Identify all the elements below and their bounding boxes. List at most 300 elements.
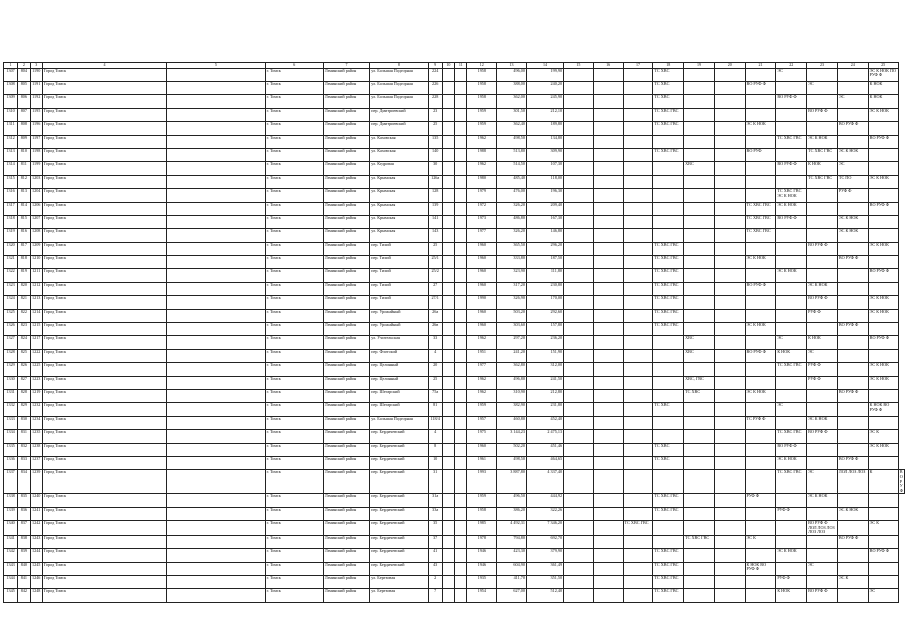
table-cell: ЭС К НОК — [868, 443, 898, 456]
table-cell — [442, 256, 454, 269]
table-cell: 4 — [428, 430, 442, 443]
table-cell: пер. Дмитриевский — [370, 108, 428, 121]
table-cell: ул. Березовая — [370, 576, 428, 589]
table-cell: 292,60 — [526, 309, 563, 322]
table-cell: Город Томск — [42, 242, 166, 255]
table-cell: 317,20 — [497, 282, 527, 295]
table-cell — [623, 456, 653, 469]
table-cell: 143 — [428, 229, 442, 242]
table-cell — [714, 256, 745, 269]
table-cell — [653, 389, 684, 402]
table-cell — [868, 162, 898, 175]
table-cell — [593, 576, 623, 589]
table-cell: 226 — [428, 81, 442, 94]
table-cell — [807, 389, 838, 402]
table-cell: г. Томск — [265, 549, 323, 562]
table-cell: К НОК ВО РУФ Ф — [745, 562, 776, 575]
table-cell — [684, 229, 715, 242]
table-cell — [653, 430, 684, 443]
table-cell — [714, 162, 745, 175]
table-cell — [684, 443, 715, 456]
table-cell: 1959 — [467, 403, 497, 416]
table-cell: 1217 — [30, 336, 42, 349]
table-cell — [684, 68, 715, 81]
table-cell: ТС ХВС ГВС — [776, 135, 807, 148]
table-cell: К НОК — [776, 349, 807, 362]
table-cell — [167, 494, 266, 507]
table-row — [4, 443, 905, 456]
table-cell — [442, 443, 454, 456]
table-cell: ЭС К НОК — [868, 363, 898, 376]
table-cell: ул. Крымская — [370, 202, 428, 215]
table-cell — [807, 68, 838, 81]
table-cell: 25/1 — [428, 256, 442, 269]
table-cell: 310,90 — [497, 389, 527, 402]
table-cell: 301,50 — [497, 108, 527, 121]
table-cell: 157,80 — [526, 323, 563, 336]
table-cell — [745, 309, 776, 322]
table-cell — [623, 256, 653, 269]
table-cell: 823 — [18, 323, 30, 336]
table-cell: 296,20 — [526, 242, 563, 255]
table-cell: Ленинский район — [323, 507, 369, 520]
table-cell — [593, 108, 623, 121]
table-cell: 806 — [18, 95, 30, 108]
table-cell: ул. Крымская — [370, 229, 428, 242]
table-cell: ул. Большая Подгорная — [370, 416, 428, 429]
table-cell: 209,40 — [526, 202, 563, 215]
table-cell: 20 — [428, 363, 442, 376]
table-cell: Ленинский район — [323, 189, 369, 202]
table-cell: 111,80 — [526, 269, 563, 282]
table-cell — [167, 389, 266, 402]
table-cell — [442, 430, 454, 443]
table-cell: 1190 — [30, 68, 42, 81]
table-cell — [593, 389, 623, 402]
table-cell: 1959 — [467, 494, 497, 507]
table-cell: ЭС К НОК — [837, 507, 868, 520]
table-cell — [593, 148, 623, 161]
table-cell — [684, 403, 715, 416]
table-cell — [623, 296, 653, 309]
table-cell: 326,20 — [497, 202, 527, 215]
table-cell — [593, 229, 623, 242]
table-row — [4, 229, 905, 242]
table-cell — [593, 242, 623, 255]
table-cell — [684, 309, 715, 322]
table-cell — [807, 507, 838, 520]
table-cell: ВО РУФ Ф — [776, 95, 807, 108]
table-cell — [745, 269, 776, 282]
table-cell — [653, 215, 684, 228]
table-cell: 7 — [428, 589, 442, 602]
table-cell — [868, 562, 898, 575]
table-cell — [442, 562, 454, 575]
table-cell — [442, 521, 454, 536]
table-cell — [623, 282, 653, 295]
table-cell — [837, 562, 868, 575]
table-cell: 146,80 — [526, 229, 563, 242]
table-cell — [745, 576, 776, 589]
table-cell: Город Томск — [42, 229, 166, 242]
table-cell — [776, 416, 807, 429]
table-cell: 452,40 — [526, 416, 563, 429]
table-cell: 323,90 — [497, 269, 527, 282]
table-cell — [623, 122, 653, 135]
table-cell — [564, 549, 594, 562]
table-cell — [714, 576, 745, 589]
table-cell: Город Томск — [42, 336, 166, 349]
table-cell: 820 — [18, 282, 30, 295]
table-row — [4, 535, 905, 548]
table-cell: К — [868, 470, 898, 494]
table-cell: 812 — [18, 175, 30, 188]
table-cell — [623, 494, 653, 507]
table-cell: Ленинский район — [323, 549, 369, 562]
table-cell — [776, 494, 807, 507]
table-cell — [653, 470, 684, 494]
table-cell — [167, 68, 266, 81]
table-cell — [442, 363, 454, 376]
table-cell: 26а — [428, 309, 442, 322]
table-cell — [593, 68, 623, 81]
table-cell — [167, 363, 266, 376]
table-cell — [745, 135, 776, 148]
table-cell — [653, 135, 684, 148]
table-cell: 228 — [428, 95, 442, 108]
table-cell: 1314 — [4, 162, 18, 175]
table-cell: Город Томск — [42, 589, 166, 602]
table-cell: ТС ХВС ГВС — [684, 535, 715, 548]
table-cell: 840 — [18, 562, 30, 575]
table-cell: ул. Крымская — [370, 215, 428, 228]
table-row — [4, 403, 905, 416]
table-cell — [455, 363, 467, 376]
table-cell — [714, 562, 745, 575]
table-cell: ЭС — [807, 81, 838, 94]
table-cell: 1961 — [467, 456, 497, 469]
table-cell: г. Томск — [265, 296, 323, 309]
table-row — [4, 148, 905, 161]
table-cell: ТС ХВС ГВС — [745, 202, 776, 215]
table-cell — [593, 336, 623, 349]
table-cell — [593, 175, 623, 188]
table-cell: г. Томск — [265, 122, 323, 135]
table-cell — [564, 470, 594, 494]
table-cell: 1338 — [4, 494, 18, 507]
table-cell: 1203 — [30, 175, 42, 188]
table-cell — [623, 202, 653, 215]
table-cell — [623, 507, 653, 520]
table-cell: 821 — [18, 296, 30, 309]
table-cell — [776, 242, 807, 255]
table-cell: 835 — [18, 494, 30, 507]
table-cell: 25/2 — [428, 269, 442, 282]
table-cell: 808 — [18, 122, 30, 135]
table-cell: Ленинский район — [323, 323, 369, 336]
table-cell: Город Томск — [42, 443, 166, 456]
table-cell — [455, 202, 467, 215]
table-cell — [684, 81, 715, 94]
table-cell: Город Томск — [42, 430, 166, 443]
table-cell — [564, 122, 594, 135]
column-number: 17 — [623, 63, 653, 69]
table-cell — [455, 376, 467, 389]
table-cell: ЭС К — [837, 576, 868, 589]
table-cell — [564, 576, 594, 589]
table-cell — [868, 323, 898, 336]
table-cell: 1341 — [4, 535, 18, 548]
table-cell — [564, 443, 594, 456]
table-cell: ЭС К НОК — [868, 175, 898, 188]
table-cell: ЭС К НОК — [868, 309, 898, 322]
table-cell: 1235 — [30, 430, 42, 443]
table-cell: ТС ХВС ГВС — [623, 521, 653, 536]
table-cell: 1316 — [4, 189, 18, 202]
table-cell: 241,20 — [497, 349, 527, 362]
table-row — [4, 470, 905, 494]
table-cell — [714, 215, 745, 228]
table-cell: Город Томск — [42, 309, 166, 322]
table-cell — [776, 296, 807, 309]
table-cell — [868, 148, 898, 161]
table-cell: 1320 — [4, 242, 18, 255]
table-row — [4, 189, 905, 202]
table-row — [4, 296, 905, 309]
table-cell: 23 — [428, 108, 442, 121]
table-cell — [593, 562, 623, 575]
table-cell: 1319 — [4, 229, 18, 242]
table-cell: РУФ Ф — [745, 494, 776, 507]
column-number: 2 — [18, 63, 30, 69]
table-cell — [837, 108, 868, 121]
table-cell: 1336 — [4, 456, 18, 469]
table-cell: Город Томск — [42, 494, 166, 507]
table-cell: 33 — [428, 336, 442, 349]
table-cell: 1960 — [467, 309, 497, 322]
table-cell: 1313 — [4, 148, 18, 161]
table-cell: 224 — [428, 68, 442, 81]
table-row — [4, 122, 905, 135]
table-cell: 140 — [428, 148, 442, 161]
table-cell — [167, 202, 266, 215]
table-cell — [868, 349, 898, 362]
table-cell: 692,70 — [526, 535, 563, 548]
table-cell — [623, 549, 653, 562]
table-cell: 135 — [428, 135, 442, 148]
table-cell: Ленинский район — [323, 242, 369, 255]
table-cell: 1206 — [30, 202, 42, 215]
table-cell — [455, 122, 467, 135]
table-cell: 1223 — [30, 376, 42, 389]
table-cell: Ленинский район — [323, 202, 369, 215]
table-cell — [684, 135, 715, 148]
table-cell: 25 — [428, 122, 442, 135]
table-cell — [714, 416, 745, 429]
table-cell: Ленинский район — [323, 430, 369, 443]
table-cell — [455, 215, 467, 228]
table-cell: 1239 — [30, 470, 42, 494]
table-cell: г. Томск — [265, 376, 323, 389]
table-cell: ЭС К НОК — [776, 456, 807, 469]
table-row — [4, 323, 905, 336]
table-cell: 236,20 — [526, 336, 563, 349]
table-cell — [714, 175, 745, 188]
table-cell: ТС ХВС — [653, 456, 684, 469]
table-cell: 1214 — [30, 309, 42, 322]
table-cell — [564, 589, 594, 602]
table-cell: ВО РУФ Ф — [745, 282, 776, 295]
table-cell: ВО РУФ Ф — [837, 535, 868, 548]
table-cell — [564, 202, 594, 215]
table-cell — [776, 389, 807, 402]
table-cell — [837, 81, 868, 94]
table-row — [4, 589, 905, 602]
table-cell: 1209 — [30, 242, 42, 255]
table-cell: 118/4 — [428, 416, 442, 429]
table-cell: ЭС К НОК — [868, 296, 898, 309]
table-cell — [623, 416, 653, 429]
table-cell: 1195 — [30, 108, 42, 121]
table-cell: 826 — [18, 363, 30, 376]
table-cell: ул. Большая Подгорная — [370, 81, 428, 94]
table-cell: Ленинский район — [323, 349, 369, 362]
table-cell: 1325 — [4, 309, 18, 322]
table-cell: 498,50 — [497, 456, 527, 469]
table-cell: Город Томск — [42, 202, 166, 215]
table-cell: ВО РУФ Ф — [776, 443, 807, 456]
table-row — [4, 135, 905, 148]
table-cell — [593, 376, 623, 389]
table-cell: 41 — [428, 549, 442, 562]
table-cell: ТС ХВС ГВС — [653, 148, 684, 161]
table-cell: 1204 — [30, 189, 42, 202]
table-cell — [684, 256, 715, 269]
table-cell: пер. Бердичевский — [370, 456, 428, 469]
table-cell: 830 — [18, 416, 30, 429]
table-cell: ЭС К НОК — [807, 494, 838, 507]
table-cell: ЭС К НОК — [837, 148, 868, 161]
table-cell: Ленинский район — [323, 443, 369, 456]
table-cell: ТС ХВС — [653, 443, 684, 456]
table-cell: ЭС К — [868, 521, 898, 536]
table-cell: 460,80 — [497, 416, 527, 429]
table-cell: ЭС — [837, 162, 868, 175]
table-cell: г. Томск — [265, 202, 323, 215]
table-cell — [623, 470, 653, 494]
table-cell — [442, 349, 454, 362]
table-cell — [564, 336, 594, 349]
table-cell: 824 — [18, 336, 30, 349]
table-cell — [745, 549, 776, 562]
table-cell: Город Томск — [42, 470, 166, 494]
table-cell: 1977 — [467, 363, 497, 376]
table-cell: 187,50 — [526, 256, 563, 269]
table-cell: 1973 — [467, 215, 497, 228]
table-cell: ЭС — [868, 589, 898, 602]
table-cell — [455, 95, 467, 108]
column-number: 24 — [837, 63, 868, 69]
table-cell: г. Томск — [265, 162, 323, 175]
table-cell: 1210 — [30, 256, 42, 269]
table-cell: Город Томск — [42, 363, 166, 376]
table-cell: 794,80 — [497, 535, 527, 548]
table-cell — [714, 494, 745, 507]
table-cell: ВО РУФ Ф — [776, 162, 807, 175]
table-cell: 241,50 — [526, 376, 563, 389]
table-cell — [593, 269, 623, 282]
table-cell: 1345 — [4, 589, 18, 602]
table-cell — [807, 549, 838, 562]
table-cell — [455, 68, 467, 81]
table-cell: ВО РУФ Ф — [837, 323, 868, 336]
table-cell: РУФ Ф — [776, 576, 807, 589]
table-row — [4, 521, 905, 536]
table-cell: 141 — [428, 215, 442, 228]
table-cell: ТС ХВС ГВС — [776, 430, 807, 443]
table-cell — [593, 122, 623, 135]
table-cell — [167, 443, 266, 456]
table-cell — [442, 494, 454, 507]
table-cell: 831 — [18, 430, 30, 443]
table-cell: 604,90 — [497, 562, 527, 575]
table-cell: 362,40 — [497, 122, 527, 135]
table-cell: 1958 — [467, 68, 497, 81]
table-cell: ТС ХВС ГВС — [653, 282, 684, 295]
table-row — [4, 336, 905, 349]
table-cell: 1960 — [467, 242, 497, 255]
table-cell: 828 — [18, 389, 30, 402]
table-cell — [623, 229, 653, 242]
table-cell: Город Томск — [42, 323, 166, 336]
table-cell: 451,46 — [526, 443, 563, 456]
table-cell: 1962 — [467, 389, 497, 402]
table-cell — [455, 336, 467, 349]
table-cell — [868, 416, 898, 429]
table-cell: ЭС К — [745, 535, 776, 548]
table-cell: 1980 — [467, 175, 497, 188]
table-cell: ВО РУФ — [745, 148, 776, 161]
table-cell — [564, 363, 594, 376]
table-cell — [776, 535, 807, 548]
table-cell — [776, 282, 807, 295]
table-cell: 167,30 — [526, 215, 563, 228]
table-cell — [455, 470, 467, 494]
table-cell — [442, 229, 454, 242]
table-cell: 503,20 — [497, 309, 527, 322]
table-cell — [623, 535, 653, 548]
table-cell: Ленинский район — [323, 108, 369, 121]
table-cell: г. Томск — [265, 576, 323, 589]
column-number: 19 — [684, 63, 715, 69]
table-cell — [167, 349, 266, 362]
table-cell — [593, 202, 623, 215]
table-cell — [868, 576, 898, 589]
table-cell — [593, 403, 623, 416]
column-number: 6 — [265, 63, 323, 69]
table-cell — [564, 282, 594, 295]
table-cell — [684, 202, 715, 215]
table-cell: ЭС К НОК — [745, 122, 776, 135]
table-cell: ТС ПО — [837, 175, 868, 188]
table-cell: г. Томск — [265, 336, 323, 349]
table-cell: 212,10 — [526, 108, 563, 121]
table-cell — [455, 189, 467, 202]
column-number: 13 — [497, 63, 527, 69]
table-cell — [455, 456, 467, 469]
table-cell — [653, 336, 684, 349]
table-cell: 833 — [18, 456, 30, 469]
